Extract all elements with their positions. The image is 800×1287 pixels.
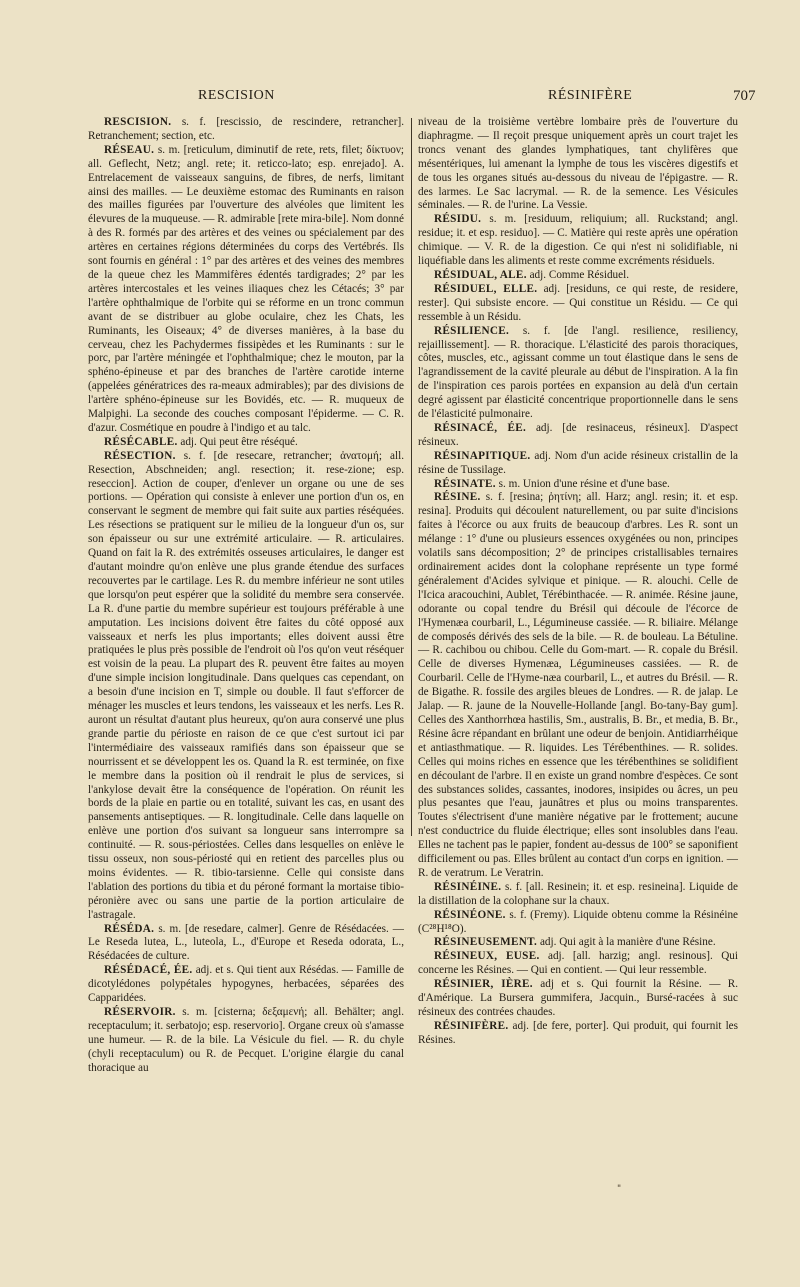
entry-text: s. f. [de resecare, retrancher; ἀνατομή; all. Resection, Abschneiden; angl. resection; it. rese-zione; esp. reseccion]. Action de couper, d'enlever un organe ou une de ses portions. — Opération qui consiste à enlever une portion d'un os, en conservant le segment de membre qui fait suite aux parties réséquées. Les résections se pratiquent sur le milieu de la longueur d'un os, sur son épaisseur ou sur une extrémité articulaire. — R. articulaires. Quand on fait la R. des extrémités osseuses articulaires, le danger est d'autant moindre qu'on enlève une plus grande étendue des surfaces recouvertes par le cartilage. Les R. du membre inférieur ne sont utiles que lorsqu'on peut espérer que la solidité du membre sera conservée. La R. d'une partie du membre supérieur est toujours préférable à une amputation. Les incisions doivent être faites du côté opposé aux vaisseaux et nerfs les plus importants; elles doivent aussi être pratiquées le plus près possible de l'endroit où l'os qu'on veut réséquer est voisin de la peau. La plupart des R. peuvent être faites au moyen d'une simple incision longitudinale. Dans quelques cas cependant, on a besoin d'une incision en T, simple ou double. Il faut s'efforcer de ménager les muscles et leurs tendons, les vaisseaux et les nerfs. Les R. auront un résultat d'autant plus heureux, qu'on aura conservé une plus grande partie du périoste en raison de ce que c'est surtout ici par l'intermédiaire des vaisseaux ramifiés dans son épaisseur que se nourrissent et se développent les os. Quand la R. est terminée, on fixe le membre dans la position où il rendrait le plus de services, si l'ankylose devait être la conséquence de l'opération. On réunit les bords de la plaie en partie ou en totalité, suivant les cas, en usant des pansements antiseptiques. — R. longitudinale. Celle dans laquelle on enlève une portion d'os suivant sa longueur sans interrompre sa continuité. — R. sous-périostées. Celles dans lesquelles on enlève le tissu osseux, non sous-périosté qui en retient des parcelles plus ou moins évidentes. — R. tibio-tarsienne. Celle qui consiste dans l'ablation des portions du tibia et du péroné formant la mortaise tibio-péronière avec ou sans une partie de la portion articulaire de l'astragale. — [88, 449, 404, 921]
entry-headword: RÉSÉCABLE. — [104, 435, 178, 448]
dictionary-entry — [88, 450, 404, 923]
column-divider — [411, 118, 412, 836]
entry-headword: RÉSINAPITIQUE. — [434, 449, 531, 462]
entry-text: adj. [de resinaceus, résineux]. D'aspect résineux. — [418, 421, 738, 448]
dictionary-entry — [418, 491, 738, 880]
dictionary-entry — [418, 950, 738, 978]
dictionary-entry — [418, 450, 738, 478]
entry-headword: RÉSECTION. — [104, 449, 176, 462]
entry-headword: RÉSINÉINE. — [434, 880, 502, 893]
entry-text: adj. et s. Qui tient aux Résédas. — Famille de dicotylédones polypétales hypogynes, herbacées, séparées des Capparidées. — [88, 964, 405, 1005]
footer-mark: " — [617, 1184, 622, 1194]
dictionary-entry — [88, 964, 404, 1006]
dictionary-entry — [418, 881, 738, 909]
running-head-left: RESCISION — [198, 88, 275, 103]
entry-text: s. f. [resina; ῥητίνη; all. Harz; angl. resin; it. et esp. resina]. Produits qui découlent naturellement, ou par suite d'incisions faites à l'écorce ou aux fruits de beaucoup d'arbres. Les R. sont un mélange : 1° d'une ou plusieurs essences oxygénées ou non, principes volatils sans décomposition; 2° de principes cristallisables ternaires ordinairement acides dont la colophane représente un type formé généralement d'Acides sylvique et pinique. — R. alouchi. Celle de l'Icica aracouchini, Aublet, Térébinthacée. — R. animée. Résine jaune, odorante ou copal tendre du Brésil qui découle de l'écorce de l'Hymenæa courbaril, L., Légumineuse cassiée. — R. biliaire. Mélange de composés dérivés des sels de la bile. — R. de bouleau. La Bétuline. — R. cachibou ou chibou. Celle du Gom-mart. — R. copale du Brésil. Celle de diverses Hymenæa, Légumineuses cassiées. — R. de Courbaril. Celle de l'Hyme-næa courbaril, L., et autres du Brésil. — R. de Bigathe. R. fossile des argiles bleues de Londres. — R. de jalap. Le Jalap. — R. jaune de la Nouvelle-Hollande [angl. Bo-tany-Bay gum]. Celles des Xanthorrhœa hastilis, Sm., australis, B. Br., et media, B. Br., Résine âcre répandant en brûlant une odeur de benjoin. Antidiarrhéique et antiasthmatique. — R. liquides. Les Térébenthines. — R. solides. Celles qui moins riches en essence que les térébenthines se solidifient en découlant de l'arbre. Il en existe un grand nombre d'espèces. Ce sont des substances solides, cassantes, inodores, insipides ou âcres, un peu plus pesantes que l'eau, jaunâtres et plus ou moins transparentes. Toutes s'électrisent d'une manière négative par le frottement; aucune n'est conductrice du fluide électrique; elles sont insolubles dans l'eau. Elles ne tachent pas le papier, fondent au-dessus de 100° se saponifient difficilement ou pas. Elles brûlent au contact d'un corps en ignition. — R. de veratrum. Le Veratrin. — [418, 491, 738, 879]
dictionary-entry — [418, 478, 738, 492]
dictionary-entry — [418, 269, 738, 283]
entry-text: s. m. [cisterna; δεξαμενή; all. Behälter; angl. receptaculum; it. serbatojo; esp. reservorio]. Organe creux où s'amasse une humeur. — R. de la bile. La Vésicule du fiel. — R. du chyle (chyli receptaculum) ou R. de Pecquet. L'origine élargie du canal thoracique au — [88, 1006, 404, 1074]
dictionary-entry — [418, 422, 738, 450]
dictionary-entry — [88, 923, 404, 965]
entry-headword: RÉSILIENCE. — [434, 324, 510, 337]
entry-text: s. m. [reticulum, diminutif de rete, rets, filet; δίκτυον; all. Geflecht, Netz; angl. rete; it. reticco-lato; esp. enrejado]. A. Entrelacement de vaisseaux sanguins, de fibres, de nerfs, limitant ainsi des mailles. — Le deuxième estomac des Ruminants en raison des mailles figurées par l'ouverture des alvéoles que limitent les élevures de la muqueuse. — R. admirable [rete mira-bile]. Nom donné à des R. formés par des artères et des veines ou spécialement par des artères en certaines régions déterminées du corps des Vertébrés. Ils sont fournis en général : 1° par des artères et des veines des membres de la queue chez les Mammifères édentés tardigrades; 2° par les artères intercostales et les veines iliaques chez les Cétacés; 3° par l'artère ophthalmique de l'orbite qui se réforme en un tronc commun avant de se distribuer au globe oculaire, chez les Chats, les Ruminants, les Oiseaux; 4° de diverses manières, à la base du cerveau, chez les Pachydermes fissipèdes et les Ruminants : sur le porc, par l'artère méningée et l'ophthalmique; chez le mouton, par la sphéno-épineuse et par des branches de l'artère carotide interne (appelées génératrices des ra-meaux admirables); par des divisions de l'artère sphéno-épineuse sur les Bovidés, etc. — R. muqueux de Malpighi. La seconde des couches composant l'épiderme. — C. R. d'azur. Cosmétique en poudre à l'indigo et au talc. — [88, 143, 405, 434]
dictionary-entry — [88, 1006, 404, 1076]
entry-headword: RÉSINACÉ, ÉE. — [434, 421, 527, 434]
entry-text: s. f. [de l'angl. resilience, resiliency, rejaillissement]. — R. thoracique. L'élasticité des parois thoraciques, côtes, muscles, etc., agissant comme un tout élastique dans le sens de l'agrandissement de la cavité pleurale au début de l'inspiration. A la fin de l'inspiration ces parois portées en expansion au delà d'un certain degré agissent par élasticité concentrique proportionnelle dans le sens de l'élasticité pulmonaire. — [418, 324, 739, 421]
dictionary-entry — [418, 909, 738, 937]
entry-headword: RÉSINIER, IÈRE. — [434, 978, 533, 991]
dictionary-entry — [418, 1020, 738, 1048]
running-head-center: RÉSINIFÈRE — [548, 88, 633, 103]
entry-text: s. f. [all. Resinein; it. et esp. resineina]. Liquide de la distillation de la colophane sur la chaux. — [418, 880, 738, 907]
page-number: 707 — [733, 88, 756, 104]
entry-text: s. m. [residuum, reliquium; all. Ruckstand; angl. residue; it. et esp. residuo]. — C. Matière qui reste après une opération chimique. — V. R. de la digestion. Ce qui n'est ni solidifiable, ni liquéfiable dans les aliments et reste comme excréments résiduels. — [418, 213, 739, 268]
entry-text: adj. [de fere, porter]. Qui produit, qui fournit les Résines. — [418, 1019, 738, 1046]
entry-headword: RÉSINÉONE. — [434, 908, 506, 921]
dictionary-entry — [418, 116, 738, 213]
right-column — [418, 116, 738, 1048]
entry-headword: RÉSINEUX, EUSE. — [434, 950, 540, 963]
dictionary-entry — [418, 978, 738, 1020]
entry-text: s. m. [de resedare, calmer]. Genre de Résédacées. — Le Reseda lutea, L., luteola, L., d'Europe et Reseda odorata, L., Résédacées de culture. — [88, 922, 404, 963]
entry-headword: RÉSÉDACÉ, ÉE. — [104, 964, 193, 977]
dictionary-entry — [88, 436, 404, 450]
entry-headword: RÉSEAU. — [104, 143, 155, 156]
entry-text: adj et s. Qui fournit la Résine. — R. d'Amérique. La Bursera gummifera, Jacquin., Bursé-racées à suc résineux des contrées chaudes. — [418, 978, 739, 1018]
dictionary-entry — [418, 325, 738, 422]
entry-headword: RÉSÉDA. — [104, 922, 155, 935]
entry-headword: RÉSINIFÈRE. — [434, 1019, 509, 1032]
running-head — [0, 88, 800, 110]
dictionary-entry — [88, 144, 404, 436]
left-column — [88, 116, 404, 1076]
entry-headword: RÉSINATE. — [434, 477, 496, 490]
entry-text: adj. Qui agit à la manière d'une Résine. — [539, 936, 716, 949]
entry-text: s. f. [rescissio, de rescindere, retrancher]. Retranchement; section, etc. — [88, 116, 405, 142]
dictionary-entry — [418, 936, 738, 950]
entry-headword: RÉSERVOIR. — [104, 1006, 176, 1018]
entry-text: s. f. (Fremy). Liquide obtenu comme la Résinéine (C²⁸H¹⁸O). — [418, 908, 739, 935]
entry-text: adj. Nom d'un acide résineux cristallin de la résine de Tussilage. — [418, 449, 739, 476]
dictionary-entry — [418, 283, 738, 325]
entry-headword: RÉSIDUAL, ALE. — [434, 268, 527, 281]
entry-headword: RÉSINEUSEMENT. — [434, 936, 538, 949]
entry-text: adj. Qui peut être réséqué. — [180, 435, 298, 448]
dictionary-entry — [418, 213, 738, 269]
entry-text: niveau de la troisième vertèbre lombaire près de l'ouverture du diaphragme. — Il reçoit presque uniquement après un court trajet les troncs venant des glandes lymphatiques, tant chylifères que mésentériques, lui amenant la lymphe de tous les viscères digestifs et de tous les organes situés au-dessous du niveau de l'épigastre. — R. des larmes. Le Sac lacrymal. — R. de la semence. Les Vésicules séminales. — R. de l'urine. La Vessie. — [418, 116, 738, 212]
entry-text: adj. [all. harzig; angl. resinous]. Qui concerne les Résines. — Qui en contient. — Qui leur ressemble. — [418, 950, 738, 977]
entry-text: s. m. Union d'une résine et d'une base. — [498, 477, 670, 490]
entry-text: adj. [residuns, ce qui reste, de residere, rester]. Qui subsiste encore. — Qui constitue un Résidu. — Ce qui ressemble à un Résidu. — [418, 282, 738, 323]
entry-headword: RÉSINE. — [434, 491, 481, 504]
entry-text: adj. Comme Résiduel. — [529, 268, 630, 281]
entry-headword: RÉSIDUEL, ELLE. — [434, 282, 538, 295]
entry-headword: RESCISION. — [104, 116, 172, 128]
dictionary-entry — [88, 116, 404, 144]
entry-headword: RÉSIDU. — [434, 213, 482, 226]
